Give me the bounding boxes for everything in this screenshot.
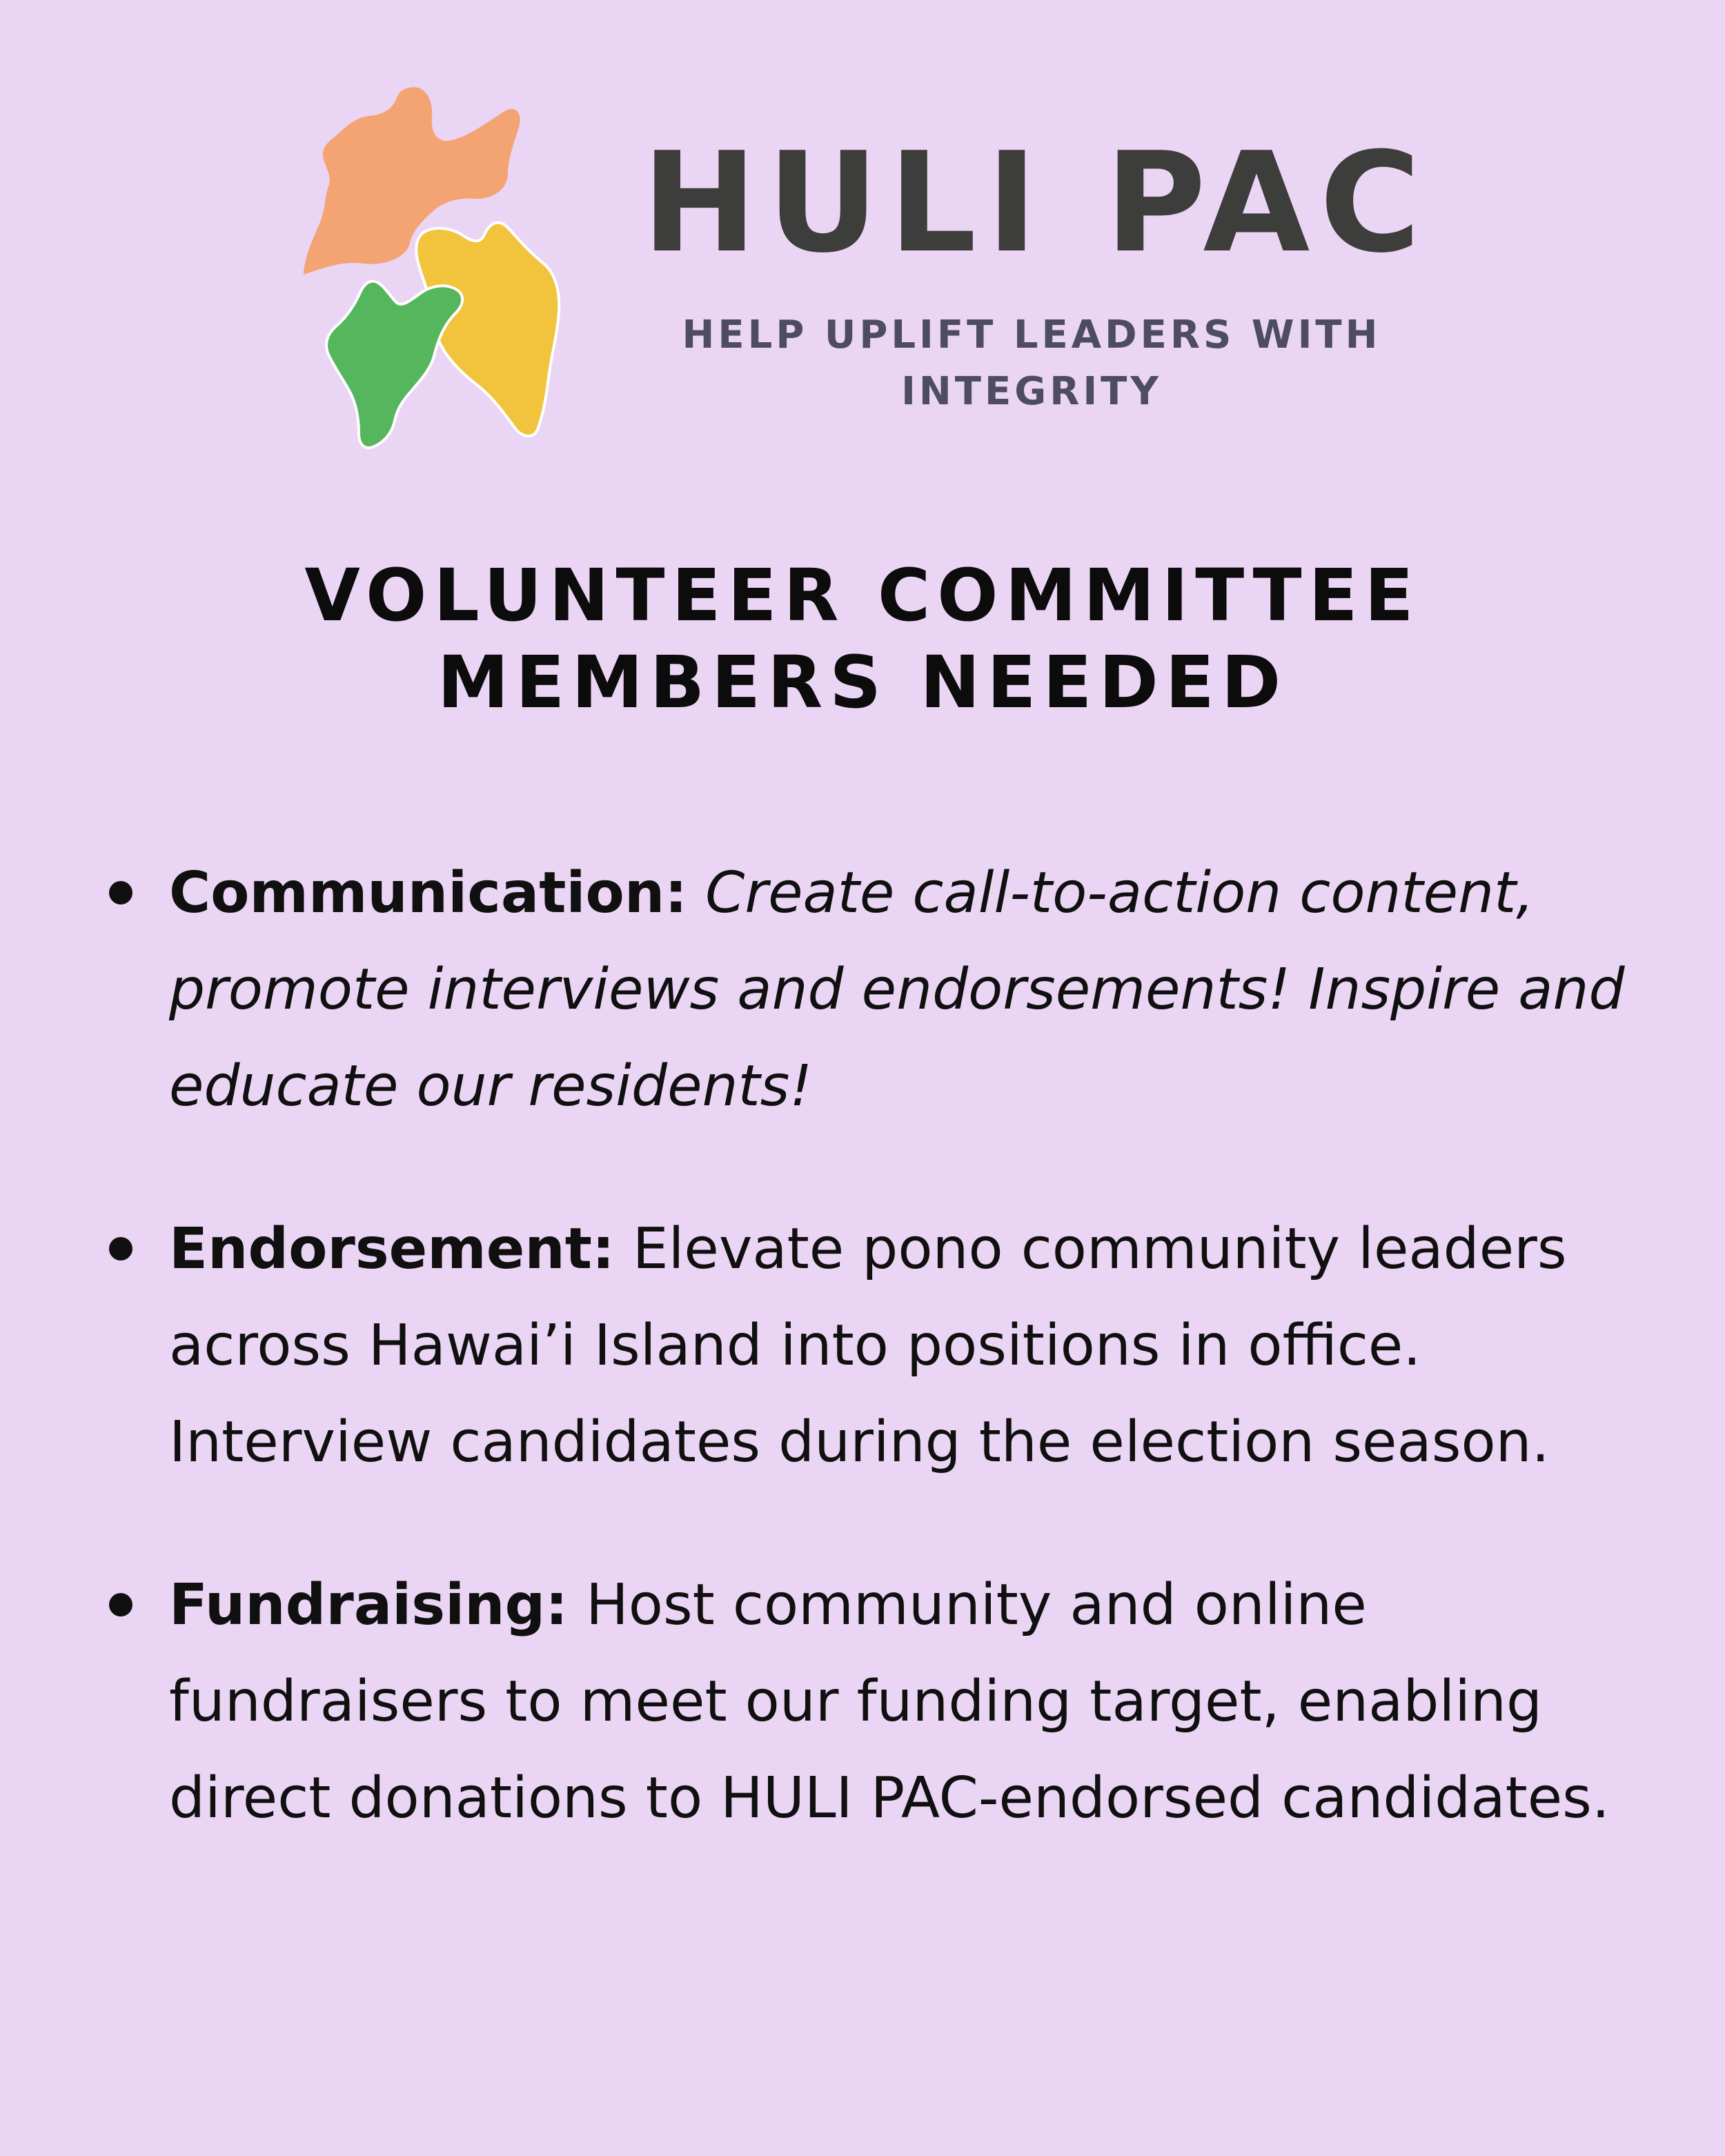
committee-list: [103, 845, 1656, 1913]
brand-title: HULI PAC: [642, 123, 1431, 284]
list-item-fundraising: [103, 1557, 1656, 1847]
brand-tagline: HELP UPLIFT LEADERS WITH INTEGRITY: [682, 313, 1381, 414]
committee-name: Endorsement:: [169, 1216, 615, 1282]
bullet-icon: [109, 1237, 132, 1260]
committee-description: Create call-to-action content, promote interviews and endorsements! Inspire and educate our residents!: [169, 860, 1625, 1119]
header: [304, 83, 1442, 455]
island-shapes-logo-icon: [304, 83, 600, 455]
list-item-endorsement: [103, 1201, 1656, 1491]
list-item-communication: [103, 845, 1656, 1135]
bullet-icon: [109, 1593, 132, 1616]
green-island-shape: [326, 281, 462, 448]
page-headline: VOLUNTEER COMMITTEE MEMBERS NEEDED: [304, 553, 1421, 724]
committee-description: Host community and online fundraisers to meet our funding target, enabling direct donations to HULI PAC-endorsed candidates.: [169, 1572, 1610, 1831]
committee-name: Communication:: [169, 860, 688, 926]
committee-name: Fundraising:: [169, 1572, 569, 1638]
committee-description: Elevate pono community leaders across Hawai’i Island into positions in office. Interview candidates during the election season.: [169, 1216, 1567, 1475]
bullet-icon: [109, 881, 132, 904]
